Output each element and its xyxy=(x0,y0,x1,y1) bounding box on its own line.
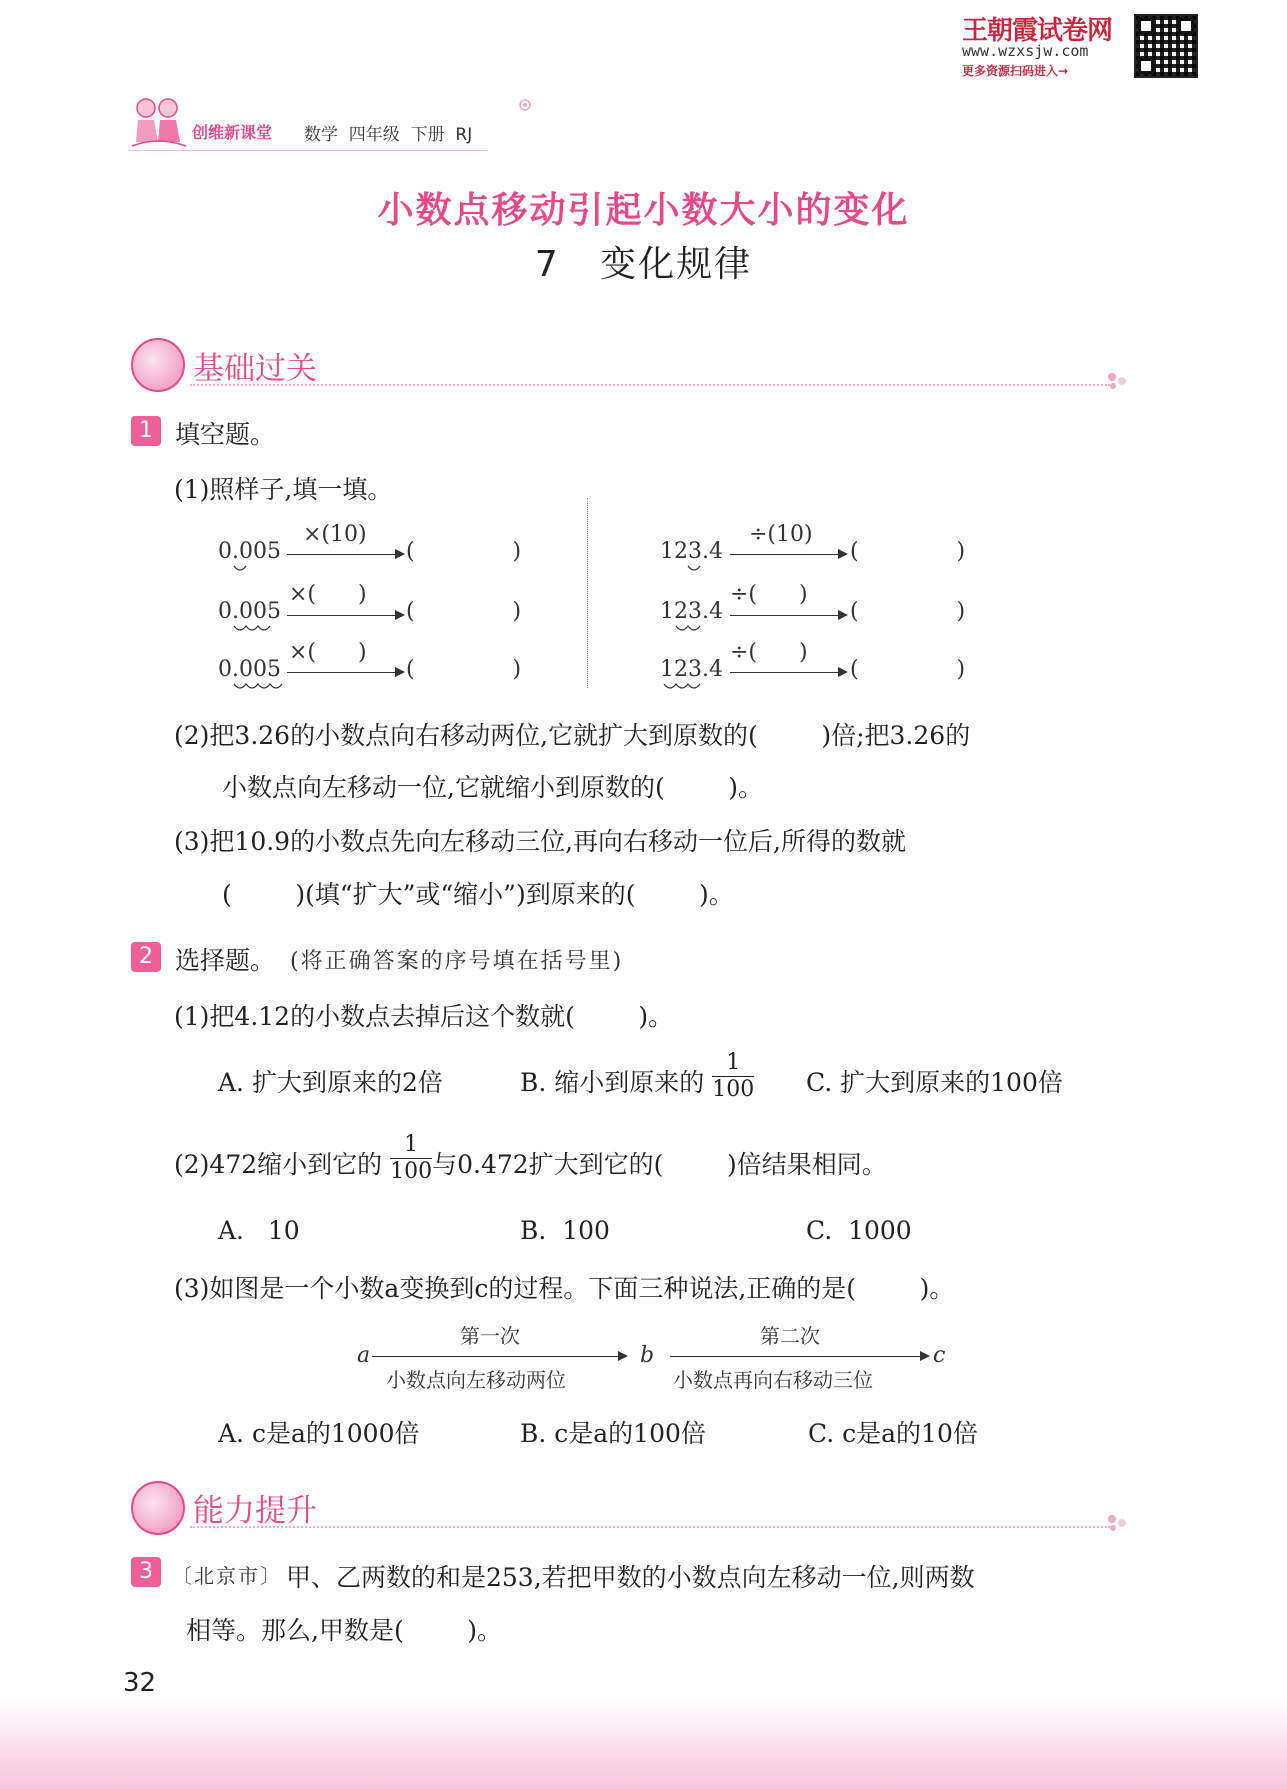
answer-blank[interactable]: ( ) xyxy=(406,599,522,624)
option-a[interactable]: A. c是a的1000倍 xyxy=(218,1419,420,1448)
option-c[interactable]: C. 1000 xyxy=(806,1216,912,1245)
q2-part3: (3)如图是一个小数a变换到c的过程。下面三种说法,正确的是( )。 xyxy=(174,1274,955,1303)
series-name: 创维新课堂 xyxy=(192,123,273,142)
mascot-icon xyxy=(131,1481,185,1535)
section-basic-title: 基础过关 xyxy=(193,351,317,387)
operation-label[interactable]: ×( ) xyxy=(289,582,367,607)
column-divider xyxy=(587,498,588,688)
step1-desc: 小数点向左移动两位 xyxy=(386,1368,566,1392)
arrow-icon xyxy=(287,615,397,616)
flow-node-a: a xyxy=(357,1343,371,1368)
brand-url[interactable]: www.wzxsjw.com xyxy=(962,42,1089,60)
arrow-icon xyxy=(730,615,840,616)
denominator: 100 xyxy=(390,1159,433,1184)
start-number: 123.4 xyxy=(660,599,723,624)
step2-label: 第二次 xyxy=(760,1324,820,1348)
q2-part2-post: 与0.472扩大到它的( )倍结果相同。 xyxy=(432,1150,887,1179)
section-divider xyxy=(190,1526,1110,1528)
arrowhead-icon xyxy=(838,549,848,559)
start-number: 0.005 xyxy=(218,539,281,564)
arrow-icon xyxy=(287,672,397,673)
answer-blank[interactable]: ( ) xyxy=(406,539,522,564)
page-number: 32 xyxy=(123,1668,157,1698)
arrowhead-icon xyxy=(920,1351,930,1361)
option-b[interactable]: B. c是a的100倍 xyxy=(520,1419,706,1448)
section-advanced-title: 能力提升 xyxy=(193,1493,317,1529)
mascot-icon xyxy=(131,338,185,392)
arrowhead-icon xyxy=(838,610,848,620)
option-a[interactable]: A. 扩大到原来的2倍 xyxy=(218,1068,443,1097)
arrow-icon xyxy=(730,554,840,555)
numerator: 1 xyxy=(404,1132,419,1157)
fraction xyxy=(390,1132,432,1185)
arrow-icon xyxy=(287,554,397,555)
start-number: 0.005 xyxy=(218,599,281,624)
flow-node-b: b xyxy=(640,1343,655,1368)
subject-info: 数学 四年级 下册 RJ xyxy=(304,125,473,145)
q2-part2 xyxy=(174,1132,887,1185)
decimal-shift-arcs-icon xyxy=(232,560,292,690)
operation-label[interactable]: ÷( ) xyxy=(730,582,808,607)
flow-node-c: c xyxy=(933,1343,946,1368)
denominator: 100 xyxy=(712,1077,755,1102)
arrowhead-icon xyxy=(395,667,405,677)
start-number: 123.4 xyxy=(660,657,723,682)
decimal-shift-arcs-icon xyxy=(660,560,720,690)
q1-part1-label: (1)照样子,填一填。 xyxy=(174,475,393,504)
question-number-badge: 3 xyxy=(131,1557,161,1587)
option-b[interactable] xyxy=(520,1050,755,1103)
section-divider xyxy=(190,384,1110,386)
fraction xyxy=(712,1050,754,1103)
arrow-icon xyxy=(670,1356,922,1357)
operation-label: ×(10) xyxy=(303,522,367,547)
region-tag: 〔北京市〕 xyxy=(172,1564,282,1588)
option-c[interactable]: C. 扩大到原来的100倍 xyxy=(806,1068,1063,1097)
decor-flower-icon xyxy=(516,96,534,114)
arrowhead-icon xyxy=(618,1351,628,1361)
arrowhead-icon xyxy=(838,667,848,677)
question-number-badge: 1 xyxy=(131,416,161,446)
q2-part2-pre: (2)472缩小到它的 xyxy=(174,1150,383,1179)
answer-blank[interactable]: ( ) xyxy=(850,599,966,624)
page-title: 小数点移动引起小数大小的变化 xyxy=(377,190,910,231)
arrow-icon xyxy=(372,1356,620,1357)
operation-label[interactable]: ×( ) xyxy=(289,640,367,665)
option-b-text: B. 缩小到原来的 xyxy=(520,1068,705,1097)
q3-line2: 相等。那么,甲数是( )。 xyxy=(186,1616,503,1645)
kids-logo-icon xyxy=(128,92,188,152)
arrowhead-icon xyxy=(395,549,405,559)
option-c[interactable]: C. c是a的10倍 xyxy=(808,1419,978,1448)
brand-tagline: 更多资源扫码进入→ xyxy=(962,64,1069,78)
step2-desc: 小数点再向右移动三位 xyxy=(673,1368,873,1392)
operation-label: ÷(10) xyxy=(749,522,813,547)
dots-decor-icon xyxy=(1106,371,1130,395)
page-subtitle: 7 变化规律 xyxy=(534,244,753,285)
answer-blank[interactable]: ( ) xyxy=(850,657,966,682)
q1-part2-line1: (2)把3.26的小数点向右移动两位,它就扩大到原数的( )倍;把3.26的 xyxy=(174,721,971,750)
question-note: (将正确答案的序号填在括号里) xyxy=(290,949,624,974)
qr-code-icon[interactable] xyxy=(1134,14,1198,78)
q2-part1: (1)把4.12的小数点去掉后这个数就( )。 xyxy=(174,1002,674,1031)
start-number: 123.4 xyxy=(660,539,723,564)
q1-part3-line2: ( )(填“扩大”或“缩小”)到原来的( )。 xyxy=(222,880,734,909)
option-b[interactable]: B. 100 xyxy=(520,1216,610,1245)
numerator: 1 xyxy=(726,1050,741,1075)
arrowhead-icon xyxy=(395,610,405,620)
footer-band xyxy=(0,1700,1287,1789)
answer-blank[interactable]: ( ) xyxy=(406,657,522,682)
question-title: 填空题。 xyxy=(175,420,276,449)
brand-name: 王朝霞试卷网 xyxy=(962,16,1113,46)
operation-label[interactable]: ÷( ) xyxy=(730,640,808,665)
step1-label: 第一次 xyxy=(460,1324,520,1348)
dots-decor-icon xyxy=(1106,1513,1130,1537)
question-title: 选择题。 xyxy=(175,946,276,975)
q1-part2-line2: 小数点向左移动一位,它就缩小到原数的( )。 xyxy=(222,773,764,802)
q3-line1: 甲、乙两数的和是253,若把甲数的小数点向左移动一位,则两数 xyxy=(286,1563,975,1592)
option-a[interactable]: A. 10 xyxy=(218,1216,300,1245)
start-number: 0.005 xyxy=(218,657,281,682)
answer-blank[interactable]: ( ) xyxy=(850,539,966,564)
q1-part3-line1: (3)把10.9的小数点先向左移动三位,再向右移动一位后,所得的数就 xyxy=(174,827,906,856)
header-divider xyxy=(128,150,488,151)
question-number-badge: 2 xyxy=(131,942,161,972)
arrow-icon xyxy=(730,672,840,673)
